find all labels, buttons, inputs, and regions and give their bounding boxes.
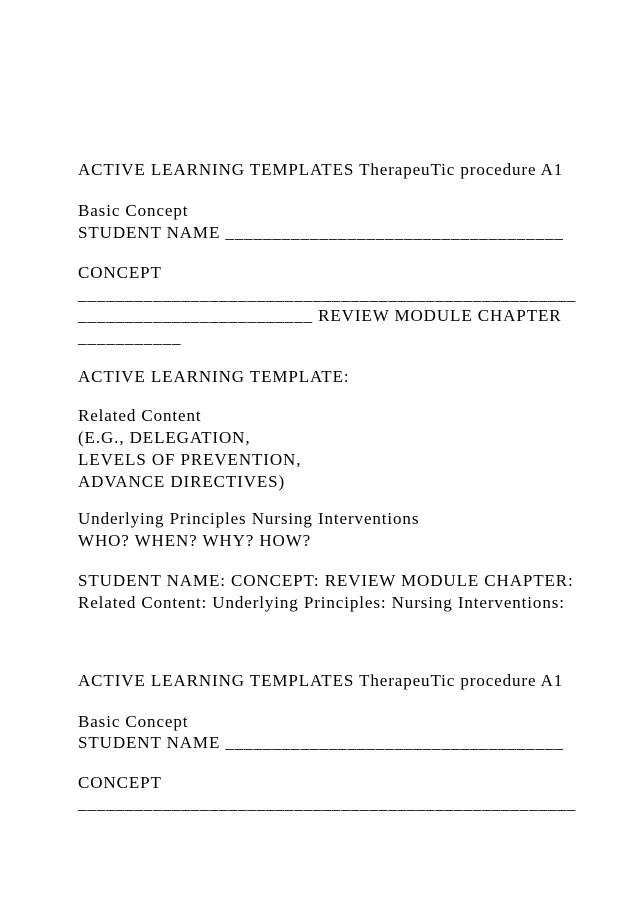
- related-content-example-2: LEVELS OF PREVENTION,: [78, 450, 302, 469]
- student-name-line-repeat: STUDENT NAME ____________________________________: [78, 733, 564, 752]
- basic-concept-label: Basic Concept: [78, 201, 189, 220]
- summary-fields-line-1: STUDENT NAME: CONCEPT: REVIEW MODULE CHAPTER:: [78, 571, 574, 590]
- principles-interventions-heading: Underlying Principles Nursing Interventions: [78, 509, 420, 528]
- template-title-repeat: ACTIVE LEARNING TEMPLATES TherapeuTic procedure A1: [78, 671, 564, 690]
- who-when-why-how: WHO? WHEN? WHY? HOW?: [78, 531, 312, 550]
- chapter-blank-line: ___________: [78, 328, 182, 347]
- active-learning-template-heading: ACTIVE LEARNING TEMPLATE:: [78, 367, 350, 386]
- basic-concept-label-repeat: Basic Concept: [78, 712, 189, 731]
- concept-label: CONCEPT: [78, 263, 162, 282]
- template-title: ACTIVE LEARNING TEMPLATES TherapeuTic procedure A1: [78, 160, 564, 179]
- concept-blank-line-repeat: _____________________________________________________: [78, 794, 577, 813]
- concept-label-repeat: CONCEPT: [78, 773, 162, 792]
- related-content-label: Related Content: [78, 406, 202, 425]
- related-content-example-1: (E.G., DELEGATION,: [78, 428, 251, 447]
- student-name-line: STUDENT NAME ____________________________________: [78, 223, 564, 242]
- summary-fields-line-2: Related Content: Underlying Principles: Nursing Interventions:: [78, 593, 565, 612]
- review-module-chapter-line: _________________________ REVIEW MODULE CHAPTER: [78, 306, 562, 325]
- concept-blank-line: _____________________________________________________: [78, 285, 577, 304]
- related-content-example-3: ADVANCE DIRECTIVES): [78, 472, 286, 491]
